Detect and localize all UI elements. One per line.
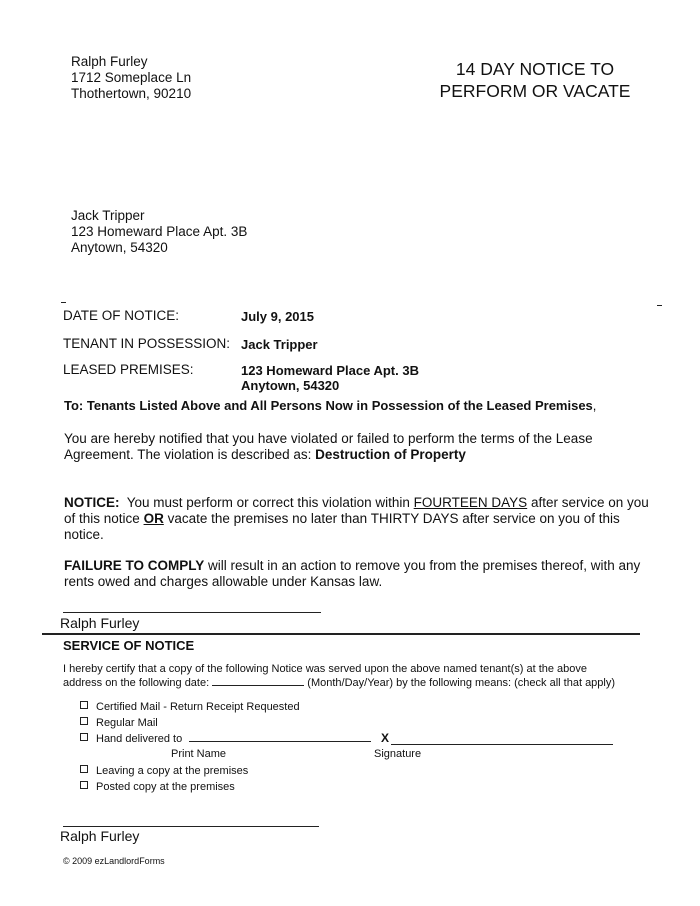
tenant-value: Jack Tripper — [241, 337, 318, 352]
checkbox-certified[interactable] — [80, 701, 88, 709]
x-mark: X — [381, 731, 390, 745]
tenant-label: TENANT IN POSSESSION: — [63, 336, 231, 351]
recipient-city: Anytown, 54320 — [71, 240, 168, 255]
sender-street: 1712 Someplace Ln — [71, 70, 192, 85]
checkbox-hand[interactable] — [80, 733, 88, 741]
signature-label: Signature — [374, 748, 422, 760]
server-signature: Ralph Furley — [60, 828, 140, 844]
notice-title: 14 DAY NOTICE TO PERFORM OR VACATE — [439, 59, 631, 101]
copyright: © 2009 ezLandlordForms — [63, 856, 165, 866]
premises-value: 123 Homeward Place Apt. 3B Anytown, 54320 — [241, 363, 419, 393]
service-divider — [42, 633, 640, 635]
recipient-street: 123 Homeward Place Apt. 3B — [71, 224, 248, 239]
option-posted[interactable]: Posted copy at the premises — [80, 780, 235, 794]
recipient-name: Jack Tripper — [71, 208, 145, 223]
service-title: SERVICE OF NOTICE — [63, 638, 195, 653]
server-signature-line — [63, 826, 319, 827]
service-certify: I hereby certify that a copy of the following Notice was served upon the above named tenant(s) at the above address on the following date: (Month/Day/Year) by the following means: (check all that apply) — [63, 663, 616, 689]
checkbox-leaving[interactable] — [80, 765, 88, 773]
notice-paragraph: NOTICE: You must perform or correct this violation within FOURTEEN DAYS after service on you of this notice OR vacate the premises no later than THIRTY DAYS after service on you of this notice. — [64, 495, 649, 542]
recipient-address — [71, 208, 247, 256]
hand-name-blank[interactable] — [189, 741, 371, 742]
date-label: DATE OF NOTICE: — [63, 308, 180, 323]
service-date-blank[interactable] — [212, 685, 304, 686]
violation-paragraph: You are hereby notified that you have violated or failed to perform the terms of the Lease Agreement. The violation is described as: Destruction of Property — [64, 431, 593, 462]
option-leaving[interactable]: Leaving a copy at the premises — [80, 764, 248, 778]
sender-city: Thothertown, 90210 — [71, 86, 192, 101]
checkbox-posted[interactable] — [80, 781, 88, 789]
to-line: To: Tenants Listed Above and All Persons Now in Possession of the Leased Premises, — [64, 398, 597, 413]
failure-paragraph: FAILURE TO COMPLY will result in an action to remove you from the premises thereof, with any rents owed and charges allowable under Kansas law. — [64, 558, 641, 589]
fold-mark-left — [61, 302, 66, 303]
sender-address — [71, 54, 191, 102]
print-name-label: Print Name — [171, 748, 227, 760]
option-hand[interactable]: Hand delivered to — [80, 732, 371, 746]
signature-blank[interactable] — [391, 744, 613, 745]
checkbox-regular[interactable] — [80, 717, 88, 725]
option-certified[interactable]: Certified Mail - Return Receipt Requested — [80, 700, 300, 714]
fold-mark-right — [657, 305, 662, 306]
option-regular[interactable]: Regular Mail — [80, 716, 158, 730]
sender-name: Ralph Furley — [71, 54, 148, 69]
premises-label: LEASED PREMISES: — [63, 362, 194, 377]
landlord-signature: Ralph Furley — [60, 615, 140, 631]
date-value: July 9, 2015 — [241, 309, 314, 324]
landlord-signature-line — [63, 612, 321, 613]
violation-value: Destruction of Property — [315, 447, 466, 462]
